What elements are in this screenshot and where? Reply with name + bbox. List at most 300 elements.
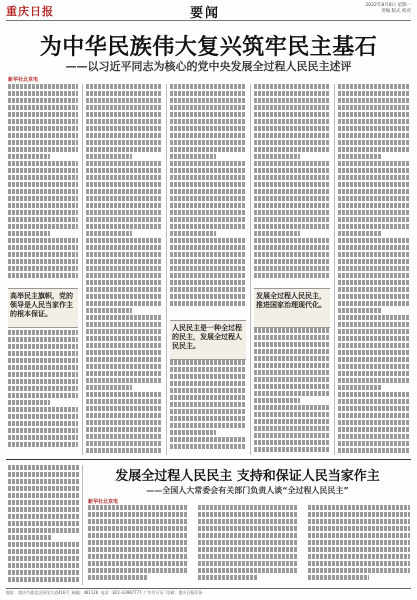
- text-line: [254, 126, 330, 131]
- text-line: [338, 259, 410, 264]
- text-line: [86, 280, 162, 285]
- text-line: [8, 465, 80, 470]
- text-line: [86, 182, 162, 187]
- text-line: [8, 266, 78, 271]
- text-line: [338, 427, 410, 432]
- article1-column-4: [254, 84, 330, 284]
- text-line: [338, 98, 410, 103]
- article1-column-5: [338, 84, 410, 455]
- text-line: [86, 168, 162, 173]
- text-line: [86, 91, 162, 96]
- text-line: [8, 493, 80, 498]
- text-line: [338, 168, 410, 173]
- article-separator: [6, 459, 411, 460]
- text-line: [198, 561, 298, 566]
- text-line: [254, 412, 330, 417]
- text-line: [86, 315, 162, 320]
- text-line: [254, 175, 330, 180]
- article2-left-column: [8, 465, 80, 585]
- text-line: [8, 182, 78, 187]
- text-line: [338, 420, 410, 425]
- text-line: [170, 423, 246, 428]
- text-line: [338, 273, 410, 278]
- text-line: [88, 526, 188, 531]
- text-line: [308, 533, 410, 538]
- text-line: [86, 105, 162, 110]
- text-line: [86, 406, 162, 411]
- text-line: [338, 126, 410, 131]
- text-line: [170, 175, 246, 180]
- text-line: [254, 252, 330, 257]
- text-line: [8, 386, 78, 391]
- text-line: [338, 287, 410, 292]
- text-line: [254, 189, 330, 194]
- text-line: [254, 259, 330, 264]
- article2-column-1: [88, 505, 188, 585]
- text-line: [170, 444, 246, 449]
- text-line: [254, 231, 300, 236]
- text-line: [8, 330, 78, 335]
- text-line: [8, 556, 80, 561]
- text-line: [170, 252, 246, 257]
- text-line: [254, 440, 330, 445]
- text-line: [254, 273, 330, 278]
- text-line: [338, 161, 410, 166]
- section-title: 要闻: [190, 6, 221, 21]
- text-line: [86, 140, 162, 145]
- text-line: [8, 400, 50, 405]
- text-line: [170, 196, 246, 201]
- text-line: [8, 428, 78, 433]
- article1-column-1: [8, 84, 78, 284]
- text-line: [254, 238, 330, 243]
- issue-date: 2022年8月8日 星期一: [365, 3, 411, 8]
- text-line: [8, 435, 78, 440]
- text-line: [170, 203, 246, 208]
- text-line: [86, 98, 162, 103]
- column-divider: [250, 84, 251, 455]
- text-line: [170, 437, 246, 442]
- text-line: [338, 266, 410, 271]
- article1-column-3: [170, 84, 246, 314]
- text-line: [8, 358, 78, 363]
- text-line: [170, 182, 246, 187]
- text-line: [86, 364, 162, 369]
- text-line: [338, 203, 410, 208]
- text-line: [254, 328, 330, 333]
- article2-dateline: 新华社北京电: [88, 499, 119, 505]
- text-line: [338, 238, 410, 243]
- text-line: [308, 540, 410, 545]
- text-line: [254, 370, 330, 375]
- main-subhead: ——以习近平同志为核心的党中央发展全过程人民民主述评: [65, 60, 352, 73]
- text-line: [254, 91, 330, 96]
- text-line: [170, 105, 246, 110]
- text-line: [170, 367, 246, 372]
- text-line: [254, 84, 330, 89]
- article1-pullquote-c: 发展全过程人民民主，推进国家治理现代化。: [254, 288, 330, 328]
- text-line: [8, 577, 80, 582]
- text-line: [8, 563, 80, 568]
- text-line: [198, 533, 298, 538]
- text-line: [8, 196, 78, 201]
- text-line: [338, 245, 410, 250]
- text-line: [8, 521, 80, 526]
- text-line: [86, 147, 162, 152]
- text-line: [8, 112, 78, 117]
- text-line: [170, 238, 246, 243]
- text-line: [88, 512, 188, 517]
- text-line: [338, 252, 410, 257]
- article2-column-2: [198, 505, 298, 585]
- text-line: [170, 98, 246, 103]
- text-line: [8, 245, 78, 250]
- text-line: [86, 399, 162, 404]
- text-line: [86, 238, 162, 243]
- text-line: [8, 189, 78, 194]
- text-line: [338, 210, 410, 215]
- text-line: [8, 175, 78, 180]
- text-line: [88, 554, 188, 559]
- text-line: [86, 441, 162, 446]
- text-line: [338, 357, 410, 362]
- text-line: [8, 203, 78, 208]
- text-line: [254, 168, 330, 173]
- text-line: [8, 479, 80, 484]
- text-line: [254, 147, 330, 152]
- text-line: [338, 315, 410, 320]
- text-line: [254, 391, 330, 396]
- text-line: [170, 301, 246, 306]
- text-line: [86, 378, 162, 383]
- text-line: [86, 161, 162, 166]
- text-line: [8, 98, 78, 103]
- text-line: [170, 381, 246, 386]
- text-line: [170, 133, 246, 138]
- article1-dateline: 新华社北京电: [8, 77, 39, 83]
- text-line: [8, 365, 78, 370]
- text-line: [254, 245, 330, 250]
- text-line: [254, 224, 330, 229]
- text-line: [198, 512, 298, 517]
- text-line: [338, 308, 381, 313]
- text-line: [8, 273, 78, 278]
- text-line: [86, 119, 162, 124]
- text-line: [254, 349, 330, 354]
- text-line: [308, 505, 410, 510]
- text-line: [86, 308, 132, 313]
- text-line: [86, 448, 162, 453]
- text-line: [88, 561, 188, 566]
- text-line: [8, 259, 78, 264]
- text-line: [8, 507, 80, 512]
- text-line: [338, 329, 410, 334]
- text-line: [338, 392, 410, 397]
- article2-column-3: [308, 505, 410, 585]
- text-line: [8, 421, 78, 426]
- text-line: [86, 385, 132, 390]
- text-line: [86, 231, 132, 236]
- text-line: [170, 119, 246, 124]
- text-line: [338, 399, 410, 404]
- text-line: [88, 505, 188, 510]
- text-line: [8, 442, 78, 447]
- text-line: [86, 175, 162, 180]
- article1-pullquote-b: 人民民主是一种全过程的民主，发展全过程人民民主。: [170, 320, 246, 360]
- text-line: [254, 377, 330, 382]
- text-line: [338, 434, 410, 439]
- text-line: [254, 196, 330, 201]
- text-line: [8, 252, 78, 257]
- text-line: [254, 419, 330, 424]
- text-line: [338, 217, 410, 222]
- text-line: [8, 500, 80, 505]
- text-line: [86, 196, 162, 201]
- text-line: [254, 447, 330, 452]
- text-line: [254, 203, 330, 208]
- text-line: [8, 119, 78, 124]
- text-line: [86, 294, 162, 299]
- text-line: [86, 266, 162, 271]
- text-line: [198, 568, 298, 573]
- text-line: [338, 182, 410, 187]
- text-line: [8, 91, 78, 96]
- text-line: [254, 356, 330, 361]
- text-line: [86, 252, 162, 257]
- text-line: [198, 540, 298, 545]
- text-line: [338, 350, 410, 355]
- text-line: [8, 238, 78, 243]
- text-line: [254, 384, 330, 389]
- text-line: [254, 398, 300, 403]
- text-line: [198, 547, 298, 552]
- text-line: [8, 528, 80, 533]
- text-line: [170, 430, 216, 435]
- newspaper-logo: 重庆日报: [6, 5, 54, 18]
- text-line: [170, 161, 246, 166]
- text-line: [170, 147, 246, 152]
- text-line: [170, 273, 246, 278]
- text-line: [338, 112, 410, 117]
- text-line: [338, 406, 410, 411]
- masthead: [6, 2, 411, 21]
- text-line: [338, 378, 410, 383]
- text-line: [254, 335, 330, 340]
- text-line: [254, 161, 330, 166]
- article1-column-3b: [170, 360, 246, 455]
- issue-meta: [365, 3, 411, 15]
- text-line: [86, 217, 162, 222]
- text-line: [88, 568, 188, 573]
- text-line: [338, 385, 381, 390]
- text-line: [8, 472, 80, 477]
- text-line: [198, 554, 298, 559]
- text-line: [8, 407, 78, 412]
- text-line: [86, 154, 132, 159]
- text-line: [8, 105, 78, 110]
- text-line: [170, 245, 246, 250]
- text-line: [170, 360, 246, 365]
- text-line: [170, 126, 246, 131]
- text-line: [8, 549, 80, 554]
- text-line: [338, 322, 410, 327]
- text-line: [86, 322, 162, 327]
- text-line: [86, 350, 162, 355]
- text-line: [170, 266, 246, 271]
- text-line: [338, 175, 410, 180]
- text-line: [338, 196, 410, 201]
- text-line: [8, 514, 80, 519]
- text-line: [86, 273, 162, 278]
- text-line: [8, 542, 80, 547]
- text-line: [338, 133, 410, 138]
- text-line: [338, 294, 410, 299]
- text-line: [8, 133, 78, 138]
- column-divider: [334, 84, 335, 455]
- text-line: [8, 344, 78, 349]
- text-line: [86, 203, 162, 208]
- text-line: [8, 372, 78, 377]
- article1-pullquote-a: 高举民主旗帜，党的领导是人民当家作主的根本保证。: [8, 288, 78, 328]
- column-divider: [82, 84, 83, 455]
- text-line: [86, 112, 162, 117]
- text-line: [8, 147, 78, 152]
- text-line: [170, 140, 246, 145]
- text-line: [86, 245, 162, 250]
- text-line: [338, 231, 381, 236]
- text-line: [8, 84, 78, 89]
- text-line: [338, 280, 410, 285]
- text-line: [254, 112, 330, 117]
- text-line: [170, 388, 246, 393]
- text-line: [170, 84, 246, 89]
- text-line: [198, 575, 258, 580]
- text-line: [254, 140, 330, 145]
- article2-subhead: ——全国人大常委会有关部门负责人谈“全过程人民民主”: [146, 486, 349, 495]
- text-line: [170, 409, 246, 414]
- text-line: [88, 533, 188, 538]
- text-line: [8, 379, 78, 384]
- text-line: [338, 448, 410, 453]
- text-line: [170, 224, 246, 229]
- text-line: [170, 217, 246, 222]
- text-line: [338, 119, 410, 124]
- text-line: [308, 512, 410, 517]
- column-divider: [166, 84, 167, 455]
- text-line: [86, 357, 162, 362]
- text-line: [86, 287, 162, 292]
- text-line: [338, 301, 410, 306]
- text-line: [254, 426, 330, 431]
- text-line: [338, 364, 410, 369]
- article1-column-4b: [254, 328, 330, 455]
- text-line: [254, 182, 330, 187]
- text-line: [86, 84, 162, 89]
- text-line: [198, 505, 298, 510]
- text-line: [86, 336, 162, 341]
- text-line: [8, 224, 78, 229]
- text-line: [338, 91, 410, 96]
- text-line: [170, 259, 246, 264]
- article1-column-1b: [8, 330, 78, 455]
- text-line: [86, 301, 162, 306]
- article2-headline: 发展全过程人民民主 支持和保证人民当家作主: [115, 469, 380, 484]
- text-line: [338, 441, 410, 446]
- text-line: [198, 519, 298, 524]
- text-line: [8, 210, 78, 215]
- text-line: [8, 126, 78, 131]
- text-line: [8, 393, 78, 398]
- text-line: [308, 575, 369, 580]
- text-line: [308, 568, 410, 573]
- column-divider: [82, 465, 83, 585]
- text-line: [170, 395, 246, 400]
- text-line: [308, 554, 410, 559]
- page-footer: 地址：重庆市渝北区同茂大道416号 邮编：401120 电话：023-63907777 广告许可证 印刷：重庆日报印务: [6, 588, 411, 597]
- text-line: [88, 547, 188, 552]
- main-headline: 为中华民族伟大复兴筑牢民主基石: [39, 34, 378, 60]
- text-line: [338, 189, 410, 194]
- text-line: [86, 343, 162, 348]
- text-line: [308, 561, 410, 566]
- text-line: [170, 280, 246, 285]
- text-line: [170, 154, 216, 159]
- text-line: [170, 231, 216, 236]
- text-line: [8, 217, 78, 222]
- text-line: [170, 112, 246, 117]
- text-line: [338, 147, 410, 152]
- text-line: [254, 105, 330, 110]
- text-line: [338, 154, 381, 159]
- text-line: [170, 287, 246, 292]
- text-line: [254, 433, 330, 438]
- text-line: [8, 337, 78, 342]
- text-line: [8, 154, 50, 159]
- text-line: [338, 343, 410, 348]
- text-line: [86, 126, 162, 131]
- text-line: [8, 231, 50, 236]
- text-line: [8, 161, 78, 166]
- text-line: [254, 342, 330, 347]
- text-line: [170, 402, 246, 407]
- text-line: [338, 371, 410, 376]
- text-line: [254, 217, 330, 222]
- text-line: [86, 133, 162, 138]
- text-line: [86, 189, 162, 194]
- text-line: [88, 519, 188, 524]
- issue-editors: 责编 版式 校对: [381, 9, 411, 14]
- text-line: [338, 140, 410, 145]
- text-line: [308, 547, 410, 552]
- text-line: [170, 374, 246, 379]
- text-line: [254, 210, 330, 215]
- text-line: [254, 98, 330, 103]
- text-line: [170, 189, 246, 194]
- text-line: [170, 168, 246, 173]
- text-line: [308, 519, 410, 524]
- text-line: [170, 416, 246, 421]
- text-line: [338, 224, 410, 229]
- text-line: [8, 570, 80, 575]
- text-line: [8, 351, 78, 356]
- text-line: [86, 210, 162, 215]
- text-line: [8, 535, 51, 540]
- text-line: [254, 363, 330, 368]
- article1-column-2: [86, 84, 162, 455]
- text-line: [86, 392, 162, 397]
- text-line: [8, 168, 78, 173]
- text-line: [254, 154, 300, 159]
